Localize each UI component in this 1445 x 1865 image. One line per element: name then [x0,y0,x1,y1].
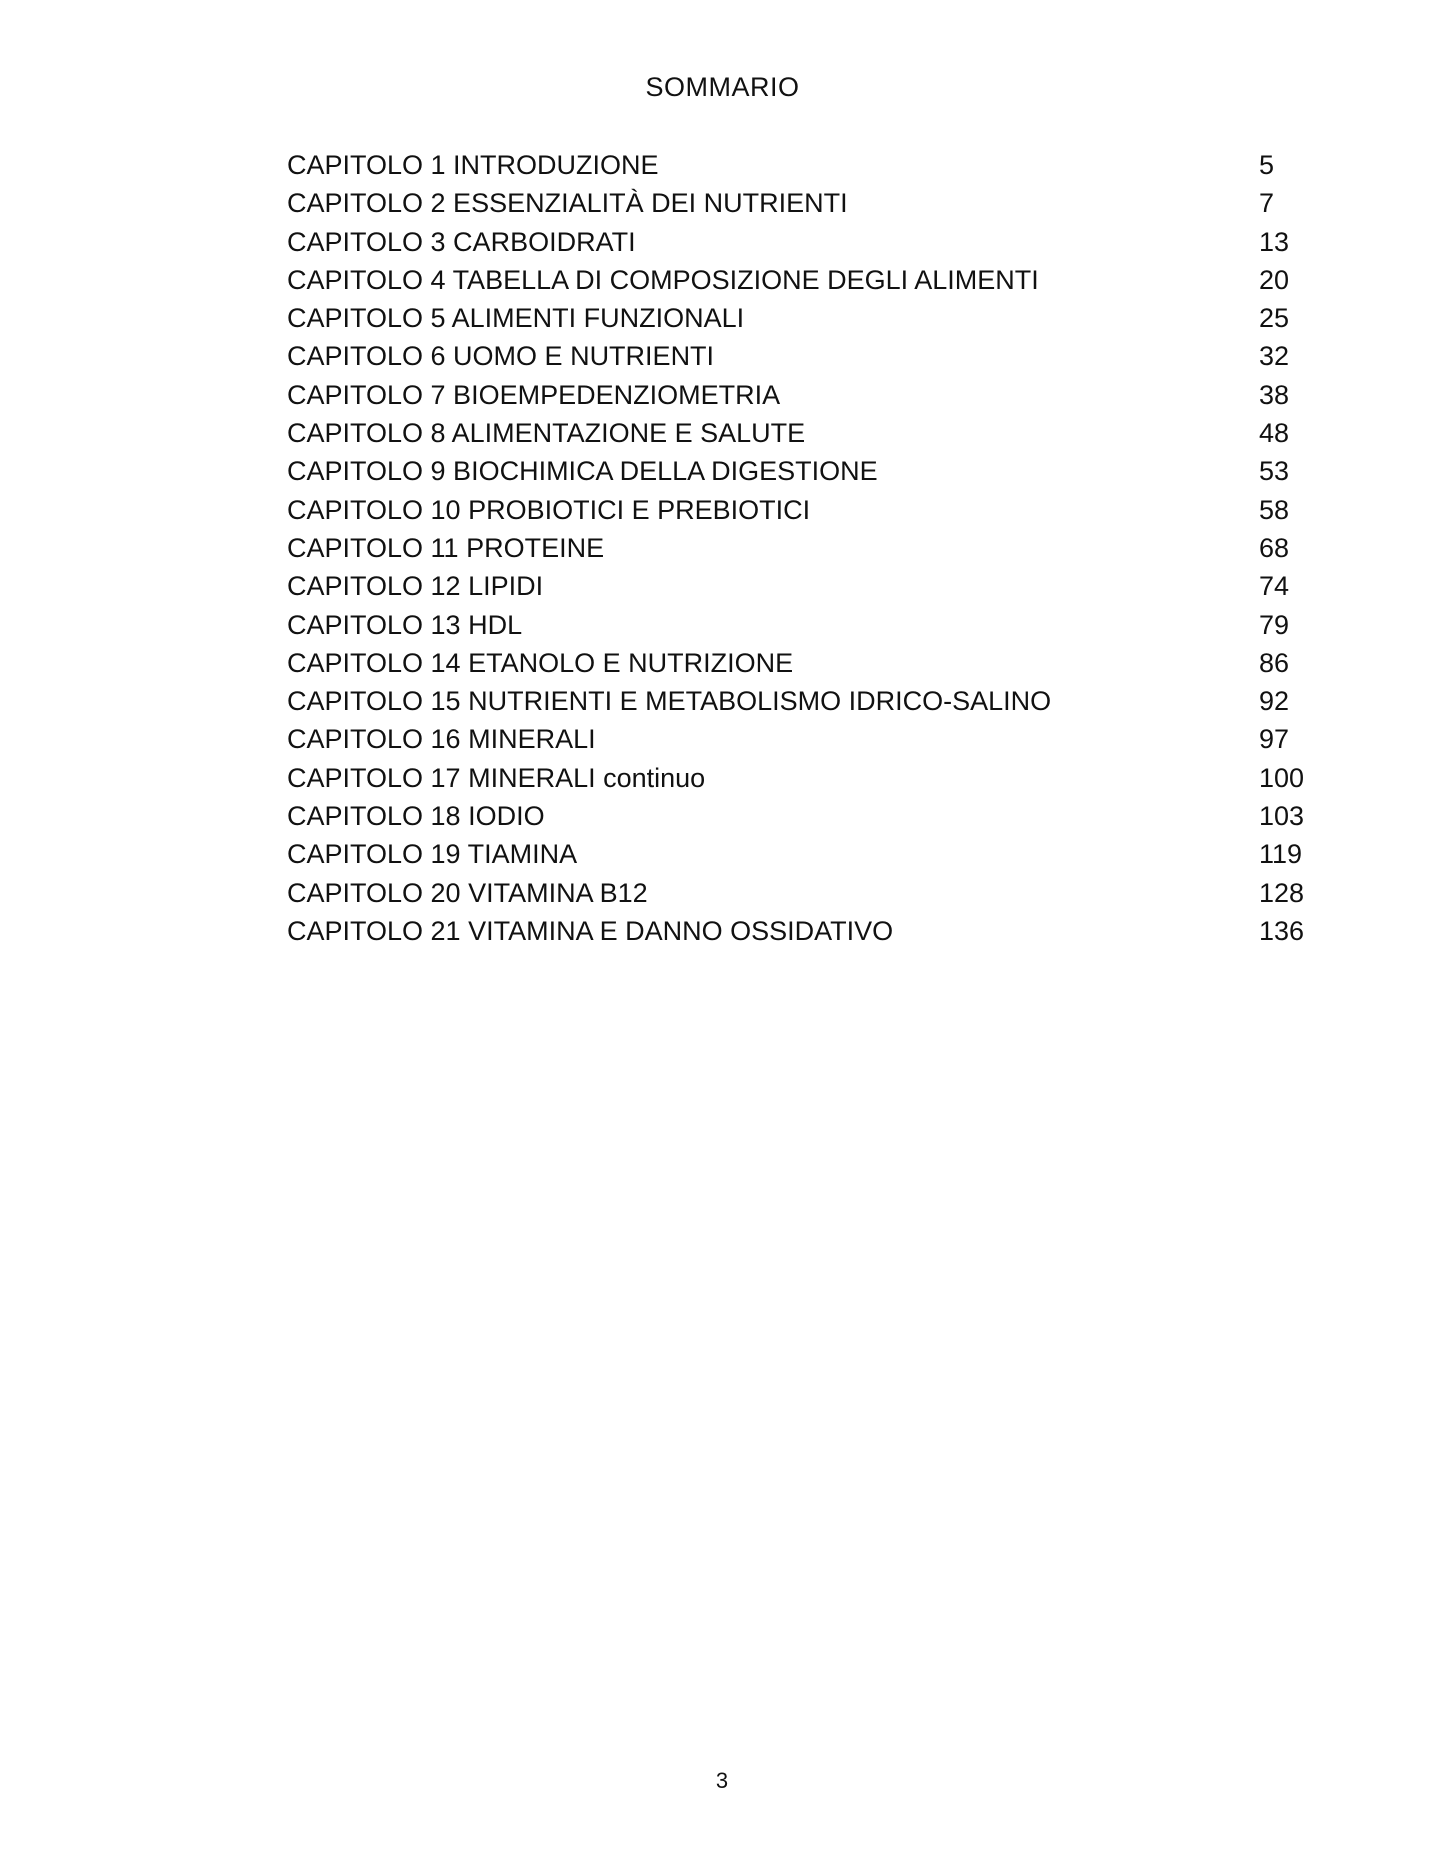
toc-entry-page: 136 [1259,915,1305,946]
toc-entry-title: CAPITOLO 20 VITAMINA B12 [287,877,648,908]
toc-entry-title: CAPITOLO 8 ALIMENTAZIONE E SALUTE [287,418,806,449]
toc-entry-page: 7 [1259,188,1275,219]
toc-entry-page: 74 [1259,571,1290,602]
toc-entry-title: CAPITOLO 3 CARBOIDRATI [287,226,636,257]
toc-entry [287,491,1307,529]
toc-entry-page: 97 [1259,724,1290,755]
toc-entry [287,759,1307,797]
toc-entry-title: CAPITOLO 5 ALIMENTI FUNZIONALI [287,303,745,334]
toc-entry [287,184,1307,222]
toc-entry [287,720,1307,758]
toc-entry-page: 79 [1259,609,1290,640]
toc-entry [287,567,1307,605]
toc-entry-page: 119 [1259,839,1303,870]
toc-entry-page: 128 [1259,877,1305,908]
toc-entry-title: CAPITOLO 19 TIAMINA [287,839,578,870]
toc-entry-page: 53 [1259,456,1290,487]
toc-entry [287,299,1307,337]
toc-entry [287,223,1307,261]
toc-entry-title: CAPITOLO 7 BIOEMPEDENZIOMETRIA [287,379,781,410]
toc-entry [287,606,1307,644]
toc-entry-title: CAPITOLO 1 INTRODUZIONE [287,150,659,180]
toc-entry [287,874,1307,912]
toc-entry-page: 13 [1259,226,1290,257]
toc-entry-title: CAPITOLO 12 LIPIDI [287,571,544,602]
toc-entry [287,376,1307,414]
toc-entry-page: 103 [1259,801,1305,832]
toc-entry-page: 38 [1259,379,1290,410]
toc-entry [287,644,1307,682]
toc-entry-title: CAPITOLO 18 IODIO [287,801,545,832]
toc-entry [287,452,1307,490]
toc-entry [287,414,1307,452]
toc-entry-page: 58 [1259,494,1290,525]
table-of-contents [287,146,1307,950]
toc-entry-page: 92 [1259,686,1290,717]
toc-entry-title: CAPITOLO 9 BIOCHIMICA DELLA DIGESTIONE [287,456,878,487]
toc-entry-page: 25 [1259,303,1290,334]
toc-entry-page: 48 [1259,418,1290,449]
page-number: 3 [715,1768,729,1793]
toc-entry-title: CAPITOLO 10 PROBIOTICI E PREBIOTICI [287,494,811,525]
page-title: SOMMARIO [645,72,800,102]
toc-entry [287,912,1307,950]
toc-entry-page: 5 [1259,150,1275,180]
toc-entry-title: CAPITOLO 16 MINERALI [287,724,596,755]
toc-entry [287,835,1307,873]
toc-entry-page: 32 [1259,341,1290,372]
toc-entry [287,529,1307,567]
toc-entry-title: CAPITOLO 15 NUTRIENTI E METABOLISMO IDRICO-SALINO [287,686,1052,717]
toc-entry-title: CAPITOLO 17 MINERALI continuo [287,762,706,793]
toc-entry-title: CAPITOLO 13 HDL [287,609,523,640]
toc-entry-page: 86 [1259,647,1290,678]
toc-entry-title: CAPITOLO 2 ESSENZIALITÀ DEI NUTRIENTI [287,188,848,219]
toc-entry-page: 20 [1259,264,1290,295]
toc-entry [287,337,1307,375]
toc-entry-title: CAPITOLO 11 PROTEINE [287,532,605,563]
toc-entry-title: CAPITOLO 6 UOMO E NUTRIENTI [287,341,715,372]
toc-entry [287,146,1307,184]
toc-entry [287,682,1307,720]
toc-entry-title: CAPITOLO 4 TABELLA DI COMPOSIZIONE DEGLI ALIMENTI [287,264,1039,295]
toc-entry-title: CAPITOLO 14 ETANOLO E NUTRIZIONE [287,647,794,678]
toc-entry-page: 68 [1259,532,1290,563]
toc-entry-page: 100 [1259,762,1305,793]
toc-entry [287,261,1307,299]
toc-entry-title: CAPITOLO 21 VITAMINA E DANNO OSSIDATIVO [287,915,894,946]
toc-entry [287,797,1307,835]
